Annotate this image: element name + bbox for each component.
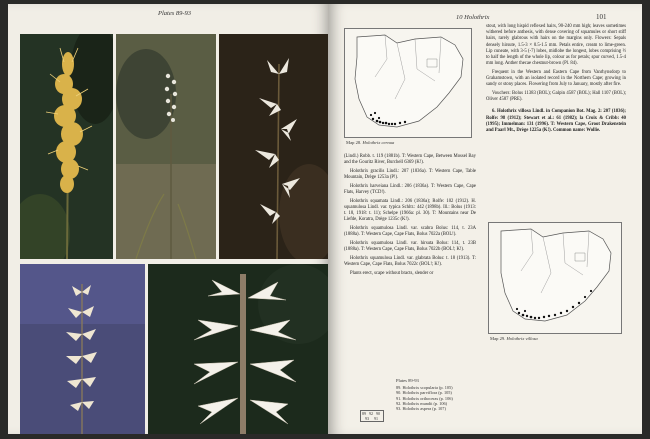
col1-paragraph: Holothrix squamulosa Lindl. var. hirsuta Bolus: 114, t. 23B (1888a). T: Western Cape, Cape Flats, Bolus 7022b (BOL!; K!). (344, 240, 476, 253)
plate-91-photo (219, 34, 328, 259)
map-29-caption (490, 336, 538, 341)
map-29-caption-species: Holothrix villosa (506, 336, 538, 341)
col2-paragraph: Frequent in the Western and Eastern Cape from Vanrhynsdorp to Grahamstown, with an isolated record in the Northern Cape; growing in sandy or stony places. Flowering from July to January, mostly after fire. (486, 69, 626, 88)
plates-index-entry: 90. Holothrix parviflora (p. 105) (396, 390, 452, 396)
map-28-caption (346, 140, 394, 145)
right-running-head: 10 Holothrix (456, 14, 490, 21)
plate-93-photo (148, 264, 328, 434)
plates-index (396, 378, 453, 411)
left-running-head: Plates 89-93 (158, 10, 192, 17)
col2-paragraph: Vouchers: Bolus 11383 (BOL); Galpin 4587 (BOL); Hall 1107 (BOL); Oliver 4587 (PRE). (486, 91, 626, 103)
plates-index-entry: 89. Holothrix scopularia (p. 105) (396, 385, 453, 391)
text-column-2 (486, 24, 626, 137)
plate-key-cell: 91 (374, 416, 378, 421)
plates-index-entry: 93. Holothrix aspera (p. 107) (396, 406, 446, 412)
col1-paragraph: Holothrix gracilis Lindl.: 207 (1836a). T: Western Cape, Table Mountain, Drège 1253a (P!). (344, 168, 476, 181)
plate-key-cell: 93 (365, 416, 369, 421)
map-29-caption-prefix: Map 29. (490, 336, 506, 341)
left-page (8, 4, 328, 434)
map-29 (488, 222, 622, 334)
plate-92-photo (20, 264, 145, 434)
plate-key-cell: 89 (362, 411, 366, 416)
col1-paragraph: Holothrix squamulosa Lindl. var. scabra Bolus: 114, t. 23A (1888a). T: Western Cape, Cape Flats, Bolus 7022a (BOL!). (344, 226, 476, 238)
page-number: 101 (596, 13, 607, 21)
plates-index-entry: 92. Holothrix mundii (p. 106) (396, 400, 448, 406)
map-28-caption-species: Holothrix cernua (362, 140, 395, 145)
plate-key-cell: 90 (376, 411, 380, 416)
species-heading-villosa: 6. Holothrix villosa Lindl. in Companion Bot. Mag. 2: 207 (1836); Rolfe: 98 (1912); Stewart et al.: 61 (1982); la Croix & Cribb: 40 (1995); Immelman: 131 (1996). T: Western Cape, Groot Drakenstein and Paarl Mt., Drège 1225a (K!). Common name: Wollie. (486, 109, 626, 134)
map-28-caption-prefix: Map 28. (346, 140, 362, 145)
plate-layout-key (360, 410, 384, 422)
plates-index-title: Plates 89-93 (396, 378, 419, 383)
col1-paragraph: Holothrix squamulosa Lindl. var. glabrata Bolus: t. 18 (1913). T: Western Cape, Cape Flats, Bolus 7022c (BOL!; K!). (344, 255, 476, 268)
col2-paragraph: stout, with long hispid reflexed hairs, 90-240 mm high; leaves sometimes withered before anthesis, with dense covering of squamules or short stiff hairs, rarely glabrous with hairs on the margins only. Flowers: Sepals densely hirsute, 1.5-3 × 0.5-1.5 mm. Petals entire, cream to lime-green. Lip cuneate, with 3-5 (-7) lobes, midlobe the longest, lobes comprising ½ to half the length of the whole lip, colour as for petals; spur curved, 1.5-4 mm long. Anther thecae chestnut-brown (Pl. 84). (486, 24, 626, 67)
plate-90-photo (116, 34, 216, 259)
col1-paragraph: (Lindl.) Robb. t. 119 (1881b). T: Western Cape, Between Mossel Bay and the Gouritz River, Burchell 6369 (K!). (344, 154, 476, 166)
right-page (328, 4, 642, 434)
plate-89-photo (20, 34, 113, 259)
plate-key-cell: 92 (369, 411, 373, 416)
text-column-1 (344, 154, 476, 279)
map-28 (344, 28, 472, 138)
col1-paragraph: Plants erect, scape without bracts, slender or (350, 270, 434, 276)
col1-paragraph: Holothrix harveiana Lindl.: 206 (1836a). T: Western Cape, Cape Flats, Harvey (TCD!). (344, 183, 476, 196)
plates-index-entry: 91. Holothrix orthoceras (p. 106) (396, 395, 453, 401)
col1-paragraph: Holothrix squamata Lindl.: 206 (1836a); Rolfe: 102 (1912). H. squamulosa Lindl. var. typica Schltr.: 442 (1898b). Ill.: Bolus (1913: t. 18, 1918: t. 11); Schelpe (1966a: pl. 30). T: Mountains near De Liefde, Koratra, Drège 1235c (K!). (344, 198, 476, 223)
